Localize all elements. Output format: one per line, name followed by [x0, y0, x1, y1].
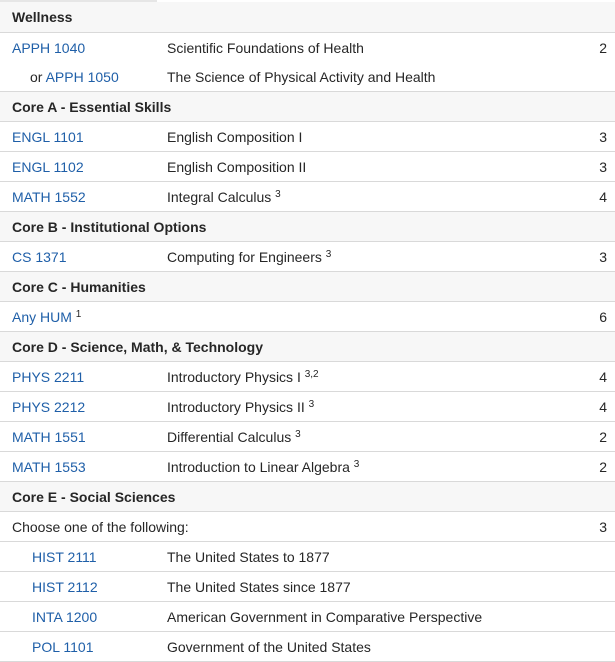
course-link-phys-2211[interactable]: PHYS 2211	[12, 368, 85, 385]
course-title-cell	[155, 33, 585, 63]
course-code-cell	[0, 152, 155, 182]
credit-hours: 3	[585, 512, 615, 542]
course-row-hist-2112	[0, 572, 615, 602]
footnote-marker: 3	[295, 428, 301, 440]
course-title-cell	[155, 392, 585, 422]
section-header-core-d-science-math-technology	[0, 332, 615, 362]
section-header-label: Core D - Science, Math, & Technology	[0, 332, 615, 362]
course-title: English Composition II	[167, 158, 307, 175]
course-title-cell	[155, 362, 585, 392]
course-row-phys-2212	[0, 392, 615, 422]
course-link-hist-2111[interactable]: HIST 2111	[32, 548, 97, 565]
course-title-cell	[155, 422, 585, 452]
course-title: Computing for Engineers	[167, 248, 322, 265]
course-title: The United States since 1877	[167, 578, 351, 595]
course-code-cell	[0, 182, 155, 212]
credit-hours: 4	[585, 182, 615, 212]
course-title: American Government in Comparative Perspective	[167, 608, 483, 625]
course-row-math-1553	[0, 452, 615, 482]
course-title: English Composition I	[167, 128, 303, 145]
footnote-marker: 3	[325, 248, 332, 260]
course-row-hist-2111	[0, 542, 615, 572]
course-link-inta-1200[interactable]: INTA 1200	[32, 608, 98, 625]
credit-hours	[585, 542, 615, 572]
section-header-label: Wellness	[0, 2, 615, 33]
course-code-cell	[0, 452, 155, 482]
course-code-cell	[0, 572, 155, 602]
course-code-cell	[0, 392, 155, 422]
course-title: Introductory Physics II	[167, 398, 305, 415]
credit-hours: 4	[585, 362, 615, 392]
course-code-cell	[0, 242, 155, 272]
credit-hours: 3	[585, 242, 615, 272]
choose-one-label: Choose one of the following:	[0, 512, 585, 542]
section-header-label: Core C - Humanities	[0, 272, 615, 302]
section-header-label: Core B - Institutional Options	[0, 212, 615, 242]
credit-hours	[585, 632, 615, 662]
course-code-cell	[0, 302, 155, 332]
course-link-math-1552[interactable]: MATH 1552	[12, 188, 86, 205]
course-row-engl-1101	[0, 122, 615, 152]
footnote-marker: 1	[75, 308, 82, 320]
footnote-marker: 3	[275, 188, 281, 200]
course-title: Scientific Foundations of Health	[167, 39, 364, 56]
course-title: The Science of Physical Activity and Health	[167, 68, 436, 85]
course-link-apph-1050[interactable]: APPH 1050	[45, 68, 119, 85]
course-row-pol-1101	[0, 632, 615, 662]
credit-hours	[585, 572, 615, 602]
course-link-pol-1101[interactable]: POL 1101	[32, 638, 94, 655]
course-code-cell	[0, 602, 155, 632]
course-title-cell	[155, 182, 585, 212]
course-requirements-table	[0, 2, 615, 662]
credit-hours: 4	[585, 392, 615, 422]
course-code-cell	[0, 62, 155, 92]
course-row-apph-1040	[0, 33, 615, 63]
course-row-cs-1371	[0, 242, 615, 272]
section-header-wellness	[0, 2, 615, 33]
credit-hours	[585, 62, 615, 92]
course-title-cell	[155, 452, 585, 482]
course-link-math-1553[interactable]: MATH 1553	[12, 458, 86, 475]
course-title-cell	[155, 542, 585, 572]
credit-hours: 2	[599, 39, 608, 56]
credit-hours	[585, 602, 615, 632]
course-title-cell	[155, 62, 585, 92]
credit-hours: 3	[585, 152, 615, 182]
section-header-core-e-social-sciences	[0, 482, 615, 512]
course-title-cell	[155, 122, 585, 152]
course-code-cell	[0, 422, 155, 452]
course-row-math-1551	[0, 422, 615, 452]
course-link-engl-1101[interactable]: ENGL 1101	[12, 128, 84, 145]
course-title-cell	[155, 632, 585, 662]
section-header-core-c-humanities	[0, 272, 615, 302]
course-row-inta-1200	[0, 602, 615, 632]
course-link-cs-1371[interactable]: CS 1371	[12, 248, 67, 265]
course-row-engl-1102	[0, 152, 615, 182]
course-title-cell	[155, 572, 585, 602]
course-row-math-1552	[0, 182, 615, 212]
credit-hours: 2	[585, 452, 615, 482]
course-row-any-hum	[0, 302, 615, 332]
course-title: Introductory Physics I	[167, 368, 301, 385]
course-row-phys-2211	[0, 362, 615, 392]
credit-hours: 2	[585, 422, 615, 452]
section-header-core-a-essential-skills	[0, 92, 615, 122]
course-title: Integral Calculus	[167, 188, 272, 205]
course-title: The United States to 1877	[167, 548, 330, 565]
course-link-hist-2112[interactable]: HIST 2112	[32, 578, 98, 595]
course-title-cell	[155, 602, 585, 632]
course-title-cell	[155, 302, 585, 332]
course-code-cell	[0, 632, 155, 662]
section-header-core-b-institutional-options	[0, 212, 615, 242]
footnote-marker: 3	[308, 398, 315, 410]
course-title-cell	[155, 242, 585, 272]
course-title: Introduction to Linear Algebra	[167, 458, 350, 475]
course-link-math-1551[interactable]: MATH 1551	[12, 428, 86, 445]
credit-hours: 3	[585, 122, 615, 152]
course-title-cell	[155, 152, 585, 182]
footnote-marker: 3,2	[304, 368, 319, 380]
choose-one-row	[0, 512, 615, 542]
course-code-cell	[0, 33, 155, 63]
or-label: or	[30, 68, 46, 85]
course-code-cell	[0, 542, 155, 572]
course-link-engl-1102[interactable]: ENGL 1102	[12, 158, 84, 175]
course-link-phys-2212[interactable]: PHYS 2212	[12, 398, 86, 415]
footnote-marker: 3	[353, 458, 360, 470]
course-link-apph-1040[interactable]: APPH 1040	[12, 39, 86, 56]
credit-hours: 6	[585, 302, 615, 332]
course-link-any-hum[interactable]: Any HUM	[12, 308, 72, 325]
course-title: Government of the United States	[167, 638, 371, 655]
course-code-cell	[0, 122, 155, 152]
course-code-cell	[0, 362, 155, 392]
section-header-label: Core A - Essential Skills	[0, 92, 615, 122]
course-row-apph-1050	[0, 62, 615, 92]
section-header-label: Core E - Social Sciences	[0, 482, 615, 512]
course-title: Differential Calculus	[167, 428, 292, 445]
